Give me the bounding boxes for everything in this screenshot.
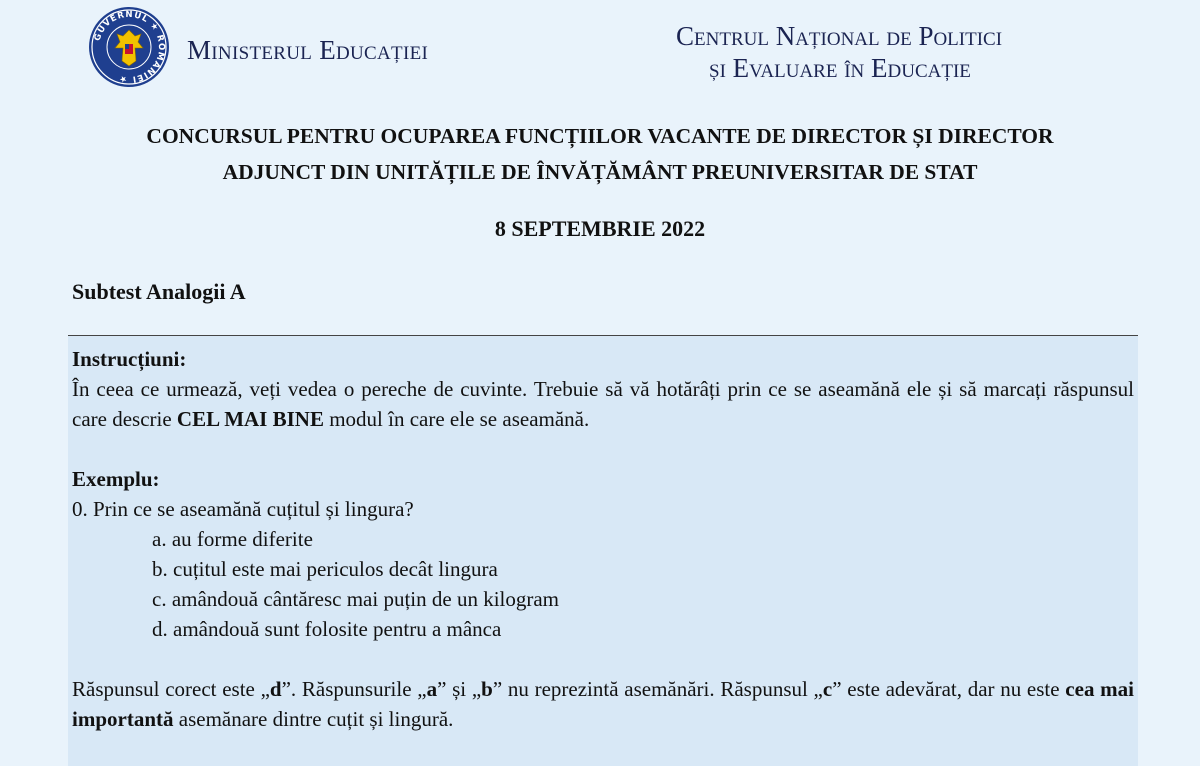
instructions-emphasis: CEL MAI BINE <box>176 407 324 431</box>
instructions-text <box>72 374 1134 434</box>
instructions-text-part: modul în care ele se aseamănă. <box>323 407 590 431</box>
example-option-a: a. au forme diferite <box>152 527 313 551</box>
document-title <box>40 118 1160 190</box>
subtest-title: Subtest Analogii A <box>72 279 246 304</box>
answer-text: asemănare dintre cuțit și lingură. <box>173 707 454 731</box>
answer-text: ” și „ <box>437 677 482 701</box>
center-name <box>676 20 1056 84</box>
answer-emphasis: cea mai importantă <box>72 677 1134 731</box>
answer-text: ” nu reprezintă asemănări. Răspunsul „ <box>492 677 823 701</box>
answer-text: ”. Răspunsurile „ <box>281 677 427 701</box>
document-header <box>0 0 1200 110</box>
example-option-c: c. amândouă cântăresc mai puțin de un kilogram <box>152 587 560 611</box>
answer-text: Răspunsul corect este „ <box>72 677 270 701</box>
answer-letter: a <box>426 677 438 701</box>
answer-letter: b <box>481 677 493 701</box>
center-name-line1: Centrul Național de Politici <box>676 21 1003 51</box>
answer-explanation <box>72 674 1134 734</box>
government-seal-logo <box>88 6 170 88</box>
svg-text:GUVERNUL ★ ROMÂNIEI ★: GUVERNUL ★ ROMÂNIEI ★ <box>92 9 167 85</box>
example-heading: Exemplu: <box>72 467 160 491</box>
instructions-text-part: În ceea ce urmează, veți vedea o pereche de cuvinte. Trebuie să vă hotărâți prin ce se aseamănă ele și să marcați răspunsul care descrie <box>72 377 1134 431</box>
title-line2: ADJUNCT DIN UNITĂȚILE DE ÎNVĂȚĂMÂNT PREUNIVERSITAR DE STAT <box>222 160 978 184</box>
answer-letter: c <box>822 677 833 701</box>
example-question: 0. Prin ce se aseamănă cuțitul și lingura? <box>72 497 414 521</box>
center-name-line2: și Evaluare în Educație <box>709 53 971 83</box>
instructions-box <box>68 335 1138 766</box>
example-option-b: b. cuțitul este mai periculos decât lingura <box>152 557 498 581</box>
exam-date: 8 SEPTEMBRIE 2022 <box>494 216 706 241</box>
answer-text: ” este adevărat, dar nu este <box>832 677 1066 701</box>
instructions-heading: Instrucțiuni: <box>72 347 187 371</box>
ministry-name: Ministerul Educației <box>187 35 429 65</box>
example-option-d: d. amândouă sunt folosite pentru a mânca <box>152 617 502 641</box>
answer-letter: d <box>269 677 282 701</box>
title-line1: CONCURSUL PENTRU OCUPAREA FUNCȚIILOR VACANTE DE DIRECTOR ȘI DIRECTOR <box>146 124 1054 148</box>
